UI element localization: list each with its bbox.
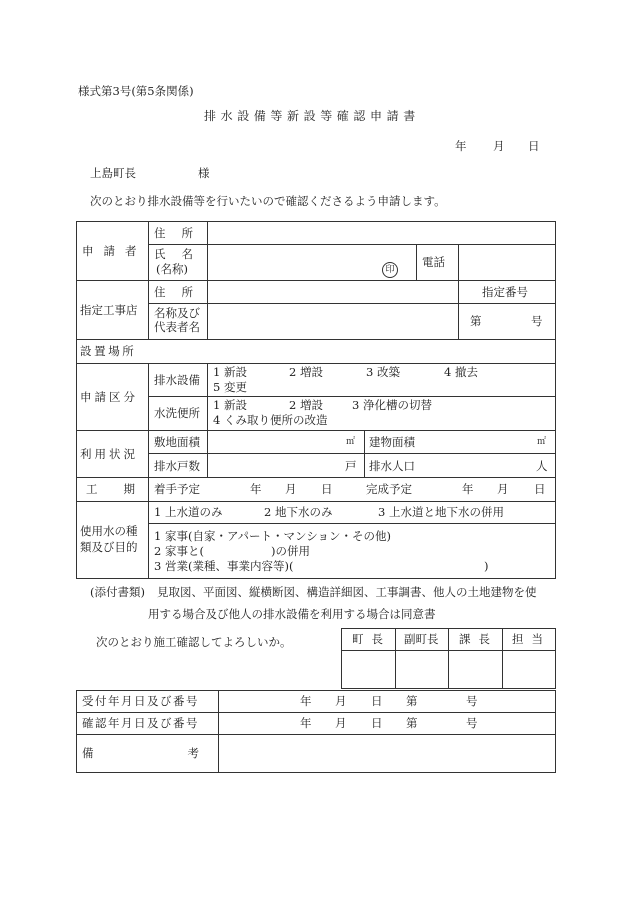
contractor-go-label: 号 <box>531 314 543 328</box>
end-year: 年 <box>462 482 474 496</box>
honorific: 様 <box>198 166 210 180</box>
received-label: 受付年月日及び番号 <box>82 694 199 708</box>
toilet-option-3: 3 浄化槽の切替 <box>352 398 432 412</box>
page-title: 排水設備等新設等確認申請書 <box>204 109 420 123</box>
toilet-option-2: 2 増設 <box>289 398 323 412</box>
received-day: 日 <box>371 694 383 708</box>
approval-header-vice-mayor: 副町長 <box>404 632 439 646</box>
water-label-1: 使用水の種 <box>80 524 138 538</box>
water-purpose-2b: )の併用 <box>271 544 310 558</box>
toilet-label: 水洗便所 <box>154 406 200 420</box>
drainage-label: 排水設備 <box>154 373 200 387</box>
received-dai: 第 <box>406 694 418 708</box>
form-number: 様式第3号(第5条関係) <box>78 84 194 98</box>
confirmed-month: 月 <box>335 716 347 730</box>
applicant-name-label: 氏名 <box>154 247 209 261</box>
start-year: 年 <box>250 482 262 496</box>
confirmed-year: 年 <box>300 716 312 730</box>
received-go: 号 <box>466 694 478 708</box>
building-area-label: 建物面積 <box>369 435 415 449</box>
remarks-label: 備考 <box>82 746 293 760</box>
start-label: 着手予定 <box>154 482 200 496</box>
water-purpose-3a: 3 営業(業種、事業内容等)( <box>154 559 294 573</box>
received-month: 月 <box>335 694 347 708</box>
water-purpose-3b: ) <box>484 559 489 573</box>
confirmed-label: 確認年月日及び番号 <box>82 716 199 730</box>
approval-header-staff: 担当 <box>512 632 551 646</box>
applicant-phone-label: 電話 <box>422 255 445 269</box>
seal-mark: 印 <box>382 262 398 278</box>
category-label: 申請区分 <box>80 390 138 404</box>
date-month-label: 月 <box>493 139 505 153</box>
drainage-option-4: 4 撤去 <box>444 365 478 379</box>
addressee: 上島町長 <box>90 166 136 180</box>
location-label: 設置場所 <box>80 344 137 358</box>
households-unit: 戸 <box>345 459 357 473</box>
water-type-3: 3 上水道と地下水の併用 <box>378 505 504 519</box>
drainage-option-2: 2 増設 <box>289 365 323 379</box>
drainage-option-5: 5 変更 <box>213 380 247 394</box>
households-label: 排水戸数 <box>154 459 200 473</box>
population-label: 排水人口 <box>369 459 415 473</box>
confirmed-dai: 第 <box>406 716 418 730</box>
attachments-line-2: 用する場合及び他人の排水設備を利用する場合は同意書 <box>148 607 436 621</box>
contractor-section-label: 指定工事店 <box>80 303 138 317</box>
contractor-address-label: 住所 <box>154 285 209 299</box>
approval-header-mayor: 町長 <box>352 632 391 646</box>
contractor-name-label-2: 代表者名 <box>154 320 200 334</box>
intro-text: 次のとおり排水設備等を行いたいので確認くださるよう申請します。 <box>90 194 446 208</box>
applicant-section-label: 申請者 <box>82 244 147 258</box>
population-unit: 人 <box>536 459 548 473</box>
water-label-2: 類及び目的 <box>80 540 138 554</box>
building-area-unit: ㎡ <box>537 437 547 447</box>
start-day: 日 <box>321 482 333 496</box>
contractor-dai-label: 第 <box>470 314 482 328</box>
drainage-option-3: 3 改築 <box>366 365 400 379</box>
period-label: 工期 <box>86 482 161 496</box>
toilet-option-4: 4 くみ取り便所の改造 <box>213 413 328 427</box>
usage-label: 利用状況 <box>80 447 138 461</box>
approval-header-section-chief: 課長 <box>459 632 498 646</box>
contractor-name-label-1: 名称及び <box>154 306 200 320</box>
approval-text: 次のとおり施工確認してよろしいか。 <box>96 635 292 649</box>
toilet-option-1: 1 新設 <box>213 398 247 412</box>
drainage-option-1: 1 新設 <box>213 365 247 379</box>
site-area-unit: ㎡ <box>346 437 356 447</box>
end-label: 完成予定 <box>366 482 412 496</box>
site-area-label: 敷地面積 <box>154 435 200 449</box>
start-month: 月 <box>285 482 297 496</box>
end-month: 月 <box>497 482 509 496</box>
water-purpose-2a: 2 家事と( <box>154 544 204 558</box>
date-day-label: 日 <box>528 139 540 153</box>
received-year: 年 <box>300 694 312 708</box>
designation-number-label: 指定番号 <box>482 285 528 299</box>
applicant-name-sub-label: (名称) <box>156 262 188 276</box>
date-year-label: 年 <box>455 139 467 153</box>
end-day: 日 <box>534 482 546 496</box>
attachments-line-1: 見取図、平面図、縦横断図、構造詳細図、工事調書、他人の土地建物を使 <box>157 585 537 599</box>
water-type-2: 2 地下水のみ <box>264 505 333 519</box>
confirmed-day: 日 <box>371 716 383 730</box>
water-purpose-1: 1 家事(自家・アパート・マンション・その他) <box>154 529 392 543</box>
water-type-1: 1 上水道のみ <box>154 505 223 519</box>
applicant-address-label: 住所 <box>154 226 209 240</box>
confirmed-go: 号 <box>466 716 478 730</box>
attachments-label: (添付書類) <box>90 585 145 599</box>
